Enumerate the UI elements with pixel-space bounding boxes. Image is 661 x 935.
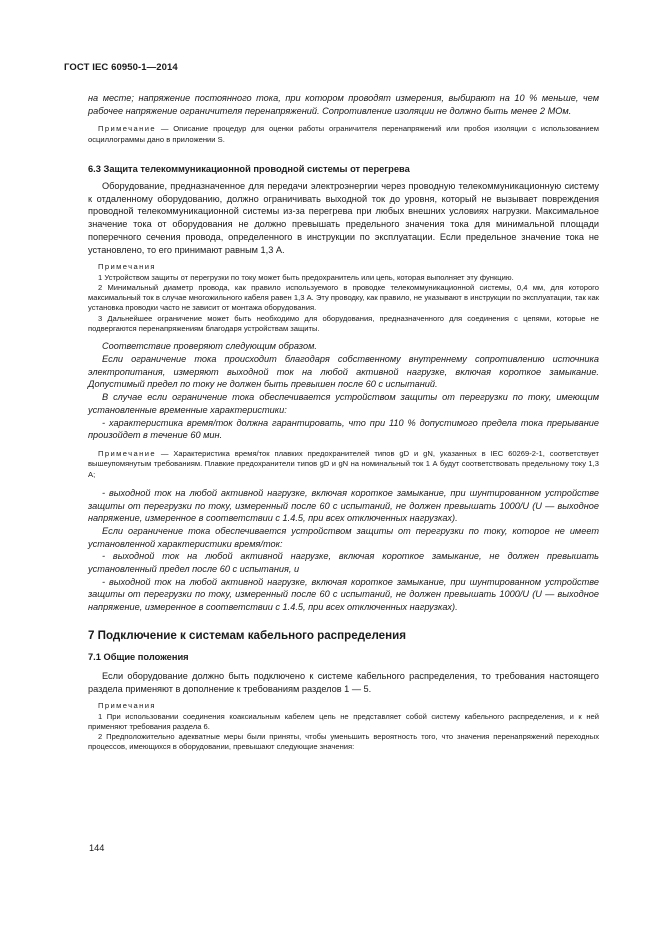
note-item: 1 Устройством защиты от перегрузки по току может быть предохранитель или цепь, которая выполняет эту функцию. bbox=[98, 272, 514, 282]
note-item: 1 При использовании соединения коаксиальным кабелем цепь не представляет собой систему кабельного распределения, и к ней применяют требования раздела 6. bbox=[88, 711, 599, 731]
note-text: — Характеристика время/ток плавких предохранителей типов gD и gN, указанных в IEC 60269-2-1, соответствует вышеупомянутым требованиям. Плавкие предохранители типов gD и gN на номинальный ток 1 А будут соответствовать предельному току 1,3 А; bbox=[88, 448, 599, 479]
notes-label: Примечания bbox=[98, 701, 156, 711]
page-number: 144 bbox=[89, 843, 105, 853]
compliance-paragraph: - выходной ток на любой активной нагрузке, включая короткое замыкание, не должен превышать установленный предел после 60 с испытания, и bbox=[88, 551, 599, 575]
document-header: ГОСТ IEC 60950-1—2014 bbox=[64, 62, 178, 73]
note-item: 2 Предположительно адекватные меры были приняты, чтобы уменьшить вероятность того, что значения перенапряжений переходных процессов, имеющихся в оборудовании, превышают следующие значения: bbox=[88, 732, 599, 752]
compliance-paragraph: - характеристика время/ток должна гарантировать, что при 110 % допустимого предела тока прерывание произойдет в течение 60 мин. bbox=[88, 417, 599, 441]
note-item: 2 Минимальный диаметр провода, как правило используемого в проводке телекоммуникационной системы, 0,4 мм, для которого максимальный ток в случае многожильного кабеля равен 1,3 А. Эту проводку, как правило, не указывают в инструкции по эксплуатации, так как установка проводки часто не зависит от монтажа оборудования. bbox=[88, 282, 599, 313]
section-7-heading: 7 Подключение к системам кабельного распределения bbox=[88, 628, 407, 642]
intro-paragraph: на месте; напряжение постоянного тока, при котором проводят измерения, выбирают на 10 % меньше, чем рабочее напряжение ограничителя перенапряжений. Сопротивление изоляции не должно быть менее 2 МОм. bbox=[88, 93, 599, 116]
section-7-1-heading: 7.1 Общие положения bbox=[88, 651, 189, 662]
fuse-note bbox=[88, 449, 599, 480]
page-content bbox=[88, 92, 599, 753]
compliance-paragraph: Если ограничение тока обеспечивается устройством защиты от перегрузки по току, которое не имеет установленной характеристики время/ток: bbox=[88, 525, 599, 549]
note-label: Примечание bbox=[98, 124, 156, 134]
compliance-paragraph: Если ограничение тока происходит благодаря собственному внутреннему сопротивлению источника электропитания, измеряют выходной ток на любой активной нагрузке, включая короткое замыкание. Допустимый предел по току не должен быть превышен после 60 с испытаний. bbox=[88, 354, 599, 390]
compliance-paragraph: - выходной ток на любой активной нагрузке, включая короткое замыкание, при шунтированном устройстве защиты от перегрузки по току, измеренный после 60 с испытаний, не должен превышать 1000/U (U — выходное напряжение, измеренное в соответствии с 1.4.5, при всех отключенных нагрузках). bbox=[88, 487, 599, 524]
note-label: Примечание bbox=[98, 448, 156, 458]
note-text: — Описание процедур для оценки работы ограничителя перенапряжений или пробоя изоляции с использованием осциллограммы дано в приложении S. bbox=[88, 124, 599, 144]
section-6-3-heading: 6.3 Защита телекоммуникационной проводной системы от перегрева bbox=[88, 164, 410, 174]
compliance-paragraph: В случае если ограничение тока обеспечивается устройством защиты от перегрузки по току, имеющим установленные временные характеристики: bbox=[88, 392, 599, 415]
section-6-3-body: Оборудование, предназначенное для передачи электроэнергии через проводную телекоммуникационную систему к отдаленному оборудованию, должно ограничивать выходной ток до уровня, который не вызывает повреждения проводной телекоммуникационной системы из-за перегрева при любых внешних условиях нагрузки. Максимальное значение тока от оборудования не должно превышать предельного значения тока для минимальной площади поперечного сечения провода, определенного в инструкции по эксплуатации. Если предельное значение тока не установлено, то его принимают равным 1,3 А. bbox=[88, 181, 599, 255]
compliance-paragraph: - выходной ток на любой активной нагрузке, включая короткое замыкание, при шунтированном устройстве защиты от перегрузки по току, измеренный после 60 с испытаний, не должен превышать 1000/U (U — выходное напряжение, измеренное в соответствии с 1.4.5, при всех отключенных нагрузках). bbox=[88, 576, 599, 613]
compliance-paragraph: Соответствие проверяют следующим образом. bbox=[102, 341, 317, 352]
notes-label: Примечания bbox=[98, 262, 156, 272]
note-item: 3 Дальнейшее ограничение может быть необходимо для оборудования, предназначенного для соединения с цепями, которые не подвергаются перенапряжениям благодаря устройствам защиты. bbox=[88, 313, 599, 333]
intro-note bbox=[88, 124, 599, 145]
section-7-1-body: Если оборудование должно быть подключено к системе кабельного распределения, то требования настоящего раздела применяют в дополнение к требованиям разделов 1 — 5. bbox=[88, 670, 599, 694]
